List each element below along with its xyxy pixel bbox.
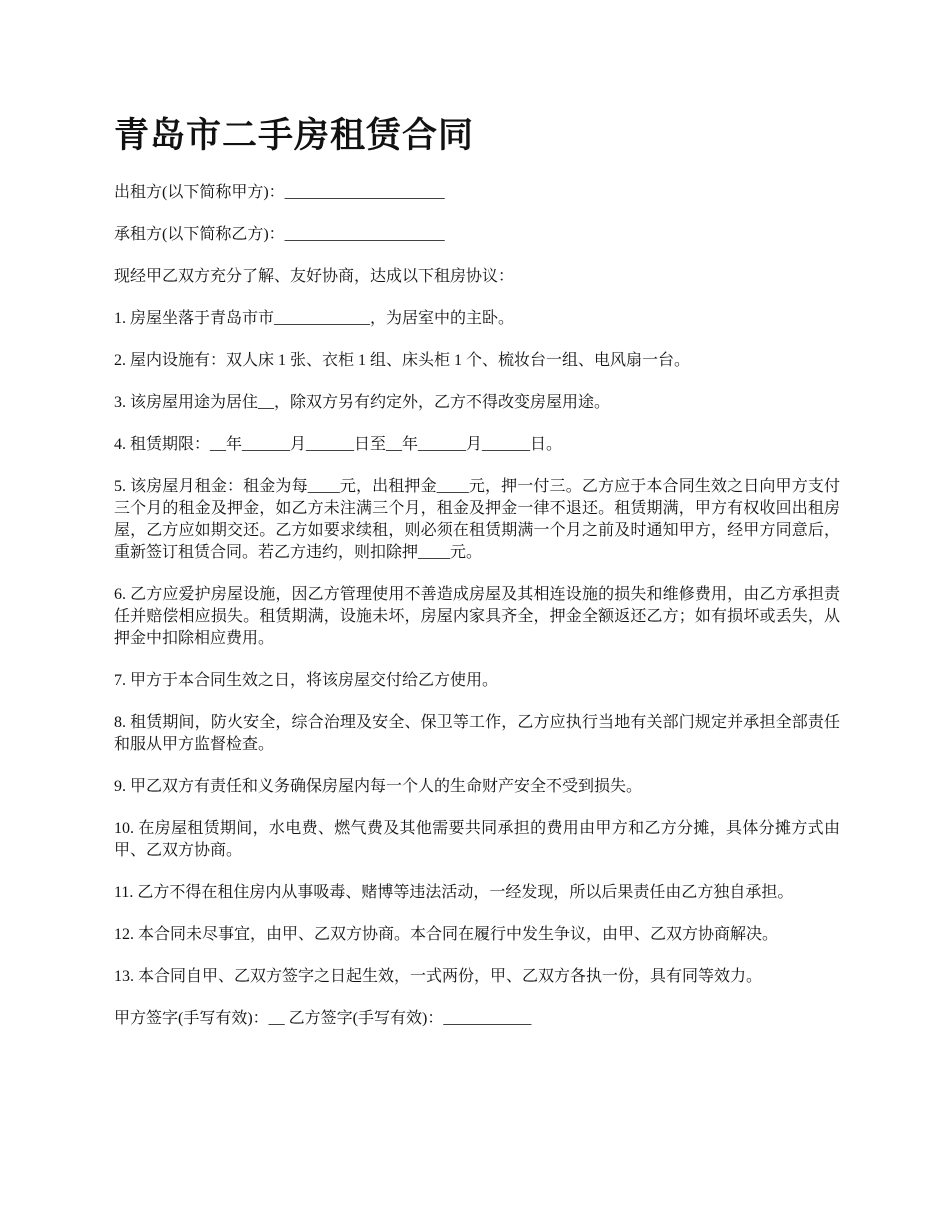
lessor-line: 出租方(以下简称甲方)：____________________ xyxy=(114,184,445,201)
clause-12: 12. 本合同未尽事宜，由甲、乙双方协商。本合同在履行中发生争议，由甲、乙双方协商解决。 xyxy=(114,926,779,943)
clause-10: 10. 在房屋租赁期间，水电费、燃气费及其他需要共同承担的费用由甲方和乙方分摊，具体分摊方式由甲、乙双方协商。 xyxy=(114,820,840,859)
intro-paragraph: 现经甲乙双方充分了解、友好协商，达成以下租房协议： xyxy=(114,268,515,285)
clause-8: 8. 租赁期间，防火安全，综合治理及安全、保卫等工作，乙方应执行当地有关部门规定并承担全部责任和服从甲方监督检查。 xyxy=(114,714,840,753)
clause-7: 7. 甲方于本合同生效之日，将该房屋交付给乙方使用。 xyxy=(114,672,499,689)
document-title: 青岛市二手房租赁合同 xyxy=(114,115,475,156)
lessee-line: 承租方(以下简称乙方)：____________________ xyxy=(114,226,445,243)
clause-3: 3. 该房屋用途为居住__，除双方另有约定外，乙方不得改变房屋用途。 xyxy=(114,394,611,411)
clause-1: 1. 房屋坐落于青岛市市____________，为居室中的主卧。 xyxy=(114,310,515,327)
clause-5: 5. 该房屋月租金：租金为每____元，出租押金____元，押一付三。乙方应于本合同生效之日向甲方支付三个月的租金及押金，如乙方未注满三个月，租金及押金一律不退还。租赁期满，甲方有权收回出租房屋，乙方应如期交还。乙方如要求续租，则必须在租赁期满一个月之前及时通知甲方，经甲方同意后，重新签订租赁合同。若乙方违约，则扣除押____元。 xyxy=(114,478,840,561)
clause-6: 6. 乙方应爱护房屋设施，因乙方管理使用不善造成房屋及其相连设施的损失和维修费用，由乙方承担责任并赔偿相应损失。租赁期满，设施未坏，房屋内家具齐全，押金全额返还乙方；如有损坏或丢失，从押金中扣除相应费用。 xyxy=(114,586,840,647)
clause-4: 4. 租赁期限：__年______月______日至__年______月______日。 xyxy=(114,436,563,453)
clause-9: 9. 甲乙双方有责任和义务确保房屋内每一个人的生命财产安全不受到损失。 xyxy=(114,778,643,795)
clause-11: 11. 乙方不得在租住房内从事吸毒、赌博等违法活动，一经发现，所以后果责任由乙方独自承担。 xyxy=(114,884,794,901)
contract-page xyxy=(114,112,840,1050)
clause-13: 13. 本合同自甲、乙双方签字之日起生效，一式两份，甲、乙双方各执一份，具有同等效力。 xyxy=(114,968,763,985)
signature-line: 甲方签字(手写有效)：__ 乙方签字(手写有效)：___________ xyxy=(114,1010,532,1027)
clause-2: 2. 屋内设施有：双人床 1 张、衣柜 1 组、床头柜 1 个、梳妆台一组、电风扇一台。 xyxy=(114,352,691,369)
